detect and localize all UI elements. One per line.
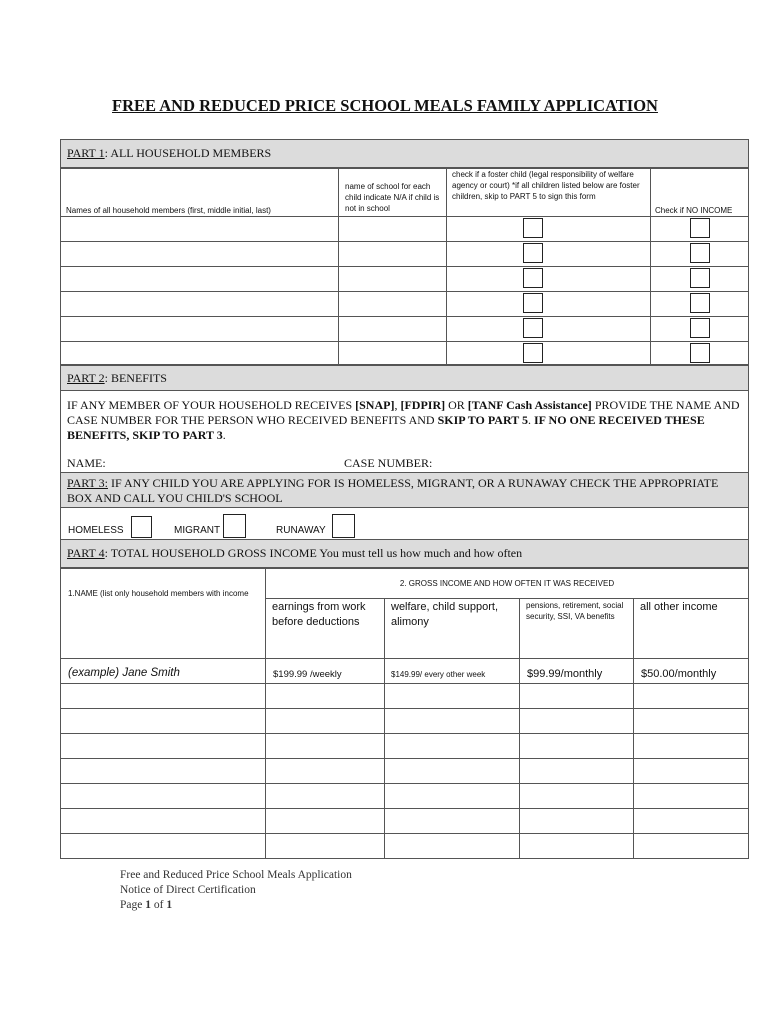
case-number-label: CASE NUMBER: [344,456,433,470]
foster-checkbox[interactable] [523,268,543,288]
part3-body [60,508,749,539]
part3-header [60,472,749,508]
foster-checkbox[interactable] [523,243,543,263]
homeless-checkbox[interactable] [131,516,152,538]
divider [384,598,385,859]
foster-checkbox[interactable] [523,218,543,238]
sub-welfare-header: welfare, child support, alimony [391,601,498,628]
foster-checkbox[interactable] [523,293,543,313]
row-line [60,266,749,267]
row-line [60,783,749,784]
sub-other-header: all other income [640,601,718,613]
row-line [60,808,749,809]
footer-line2: Notice of Direct Certification [120,884,256,896]
part3-text: IF ANY CHILD YOU ARE APPLYING FOR IS HOMELESS, MIGRANT, OR A RUNAWAY CHECK THE APPROPRIATE BOX AND CALL YOU CHILD'S SCHOOL [67,476,719,505]
row-line [265,598,749,599]
part1-label: PART 1 [67,146,105,160]
runaway-checkbox[interactable] [332,514,355,538]
row-line [60,758,749,759]
col-names-header: Names of all household members (first, middle initial, last) [66,206,271,215]
example-name: (example) Jane Smith [68,667,180,679]
part4-header [60,539,749,568]
footer-page: Page 1 of 1 [120,899,173,911]
page-title: FREE AND REDUCED PRICE SCHOOL MEALS FAMILY APPLICATION [112,96,658,115]
row-line [60,658,749,659]
sub-earnings-header: earnings from work before deductions [272,601,366,628]
part2-label: PART 2 [67,370,105,385]
no-income-checkbox[interactable] [690,293,710,313]
no-income-checkbox[interactable] [690,318,710,338]
footer [120,868,352,913]
row-line [60,291,749,292]
row-line [60,216,749,217]
example-pensions: $99.99/monthly [527,668,603,680]
col-foster-header: check if a foster child (legal responsibility of welfare agency or court) *if all children listed below are foster children, skip to PART 5 to sign this form [452,170,640,201]
no-income-checkbox[interactable] [690,218,710,238]
part2-heading: : BENEFITS [104,370,167,385]
row-line [60,341,749,342]
divider [265,568,266,859]
example-other: $50.00/monthly [641,668,717,680]
runaway-label: RUNAWAY [276,525,326,536]
divider [633,598,634,859]
part1-header [60,139,749,168]
col-gross-header: 2. GROSS INCOME AND HOW OFTEN IT WAS RECEIVED [399,579,615,588]
row-line [60,833,749,834]
homeless-label: HOMELESS [68,525,124,536]
foster-checkbox[interactable] [523,343,543,363]
sub-pensions-header: pensions, retirement, social security, SSI, VA benefits [526,601,624,621]
no-income-checkbox[interactable] [690,243,710,263]
row-line [60,708,749,709]
col-name-header: 1.NAME (list only household members with income [68,589,249,598]
part2-header [60,365,749,391]
part4-label: PART 4 [67,546,105,560]
footer-line1: Free and Reduced Price School Meals Application [120,869,352,881]
row-line [60,316,749,317]
migrant-checkbox[interactable] [223,514,246,538]
no-income-checkbox[interactable] [690,268,710,288]
row-line [60,683,749,684]
no-income-checkbox[interactable] [690,343,710,363]
migrant-label: MIGRANT [174,525,221,536]
foster-checkbox[interactable] [523,318,543,338]
example-welfare: $149.99/ every other week [391,670,486,679]
divider [519,598,520,859]
row-line [60,241,749,242]
part4-heading: : TOTAL HOUSEHOLD GROSS INCOME You must tell us how much and how often [104,546,523,560]
col-school-header: name of school for each child indicate N/A if child is not in school [345,182,440,213]
part2-text: IF ANY MEMBER OF YOUR HOUSEHOLD RECEIVES [SNAP], [FDPIR] OR [TANF Cash Assistance] PROVIDE THE NAME AND CASE NUMBER FOR THE PERSON WHO RECEIVED BENEFITS AND SKIP TO PART 5. IF NO ONE RECEIVED THESE BENEFITS, SKIP TO PART 3. [67,398,740,442]
part3-label: PART 3: [67,476,108,490]
name-label: NAME: [67,456,106,470]
col-noincome-header: Check if NO INCOME [655,206,733,215]
example-earnings: $199.99 /weekly [273,669,342,680]
row-line [60,733,749,734]
part1-heading: : ALL HOUSEHOLD MEMBERS [104,146,272,160]
